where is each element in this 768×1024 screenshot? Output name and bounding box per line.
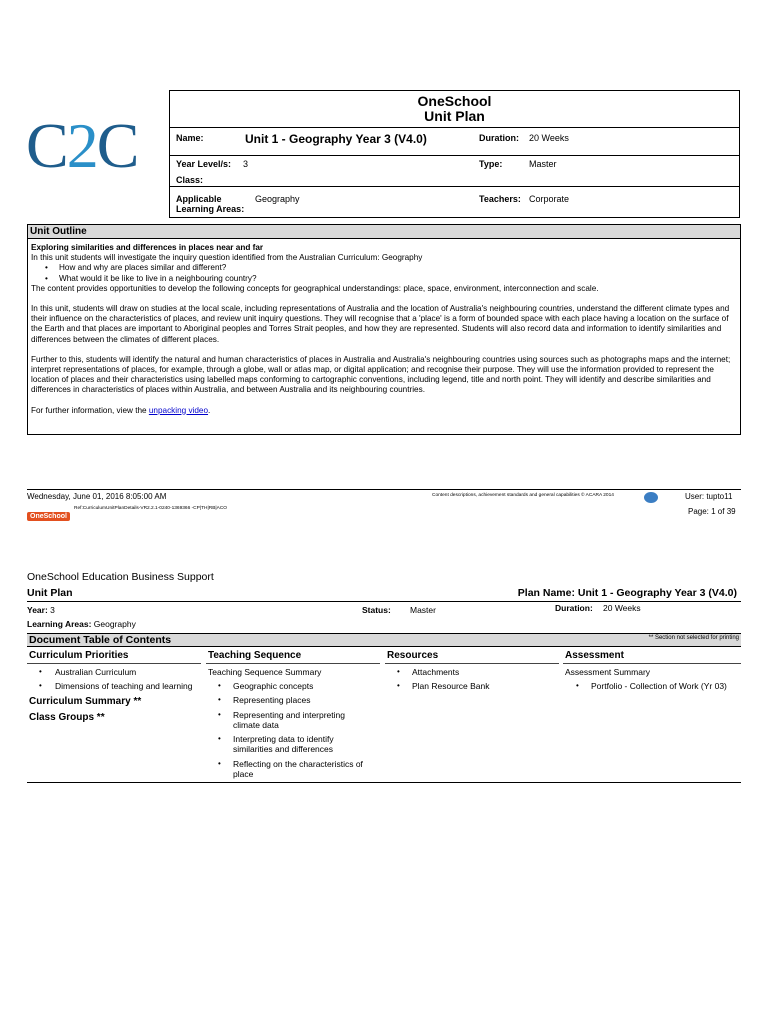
user-info: User: tupto11	[685, 492, 733, 501]
year-level-value: 3	[243, 159, 249, 169]
c2c-logo: C2C	[26, 110, 138, 181]
year-level-label: Year Level/s:	[176, 159, 232, 169]
org-name: OneSchool Education Business Support	[27, 571, 214, 583]
type-label: Type:	[479, 159, 503, 169]
class-groups-heading[interactable]: Class Groups **	[29, 712, 105, 723]
unit-plan-header	[169, 90, 740, 218]
teachers-label: Teachers:	[479, 194, 521, 204]
plan-name: Plan Name: Unit 1 - Geography Year 3 (V4.0)	[517, 587, 737, 599]
toc-link[interactable]: Geographic concepts	[233, 681, 314, 691]
outline-concepts: The content provides opportunities to develop the following concepts for geographical understandings: place, space, environment, interconnection and scale.	[31, 283, 599, 293]
toc-link[interactable]: Interpreting data to identify similarities and differences	[233, 734, 334, 754]
duration-label: Duration:	[479, 133, 519, 143]
further-info: For further information, view the unpacking video.	[31, 405, 211, 415]
unit-name: Unit 1 - Geography Year 3 (V4.0)	[245, 132, 427, 146]
toc-link[interactable]: Portfolio - Collection of Work (Yr 03)	[591, 681, 727, 691]
outline-intro: In this unit students will investigate the inquiry question identified from the Australian Curriculum: Geography	[31, 253, 423, 263]
areas-value: Geography	[255, 194, 300, 204]
unit-plan-label: Unit Plan	[27, 587, 73, 599]
teachers-value: Corporate	[529, 194, 570, 204]
outline-paragraph-2: In this unit, students will draw on studies at the local scale, including representations of Australia and the location of Australia's neighbouring countries, understand the different climate types and their influence on the characteristics of places, and review unit inquiry questions. They will recognise that a 'place' is a form of bounded space with each place having a location on the surface of the Earth and that places are important to Aboriginal peoples and Torres Strait peoples, and how they are represented. Students will also record data and information to identify similarities and differences between the climates of different places.	[31, 304, 730, 344]
toc-link[interactable]: Plan Resource Bank	[412, 681, 490, 691]
toc-link[interactable]: Assessment Summary	[565, 667, 651, 677]
unit-outline-heading: Unit Outline	[28, 225, 740, 239]
class-label: Class:	[176, 175, 204, 185]
curriculum-summary-heading[interactable]: Curriculum Summary **	[29, 696, 142, 707]
toc-link[interactable]: Representing and interpreting climate data	[233, 710, 345, 730]
p2-duration-label: Duration:	[555, 603, 593, 613]
toc-link[interactable]: Reflecting on the characteristics of place	[233, 759, 363, 779]
unit-outline-section	[27, 224, 741, 435]
outline-paragraph-3: Further to this, students will identify the natural and human characteristics of places in Australia and Australia's neighbouring countries using sources such as photographs maps and the internet; interpret representations of places, for example, through a globe, wall or atlas map, or digital application; and recognise their purpose. They will use the information provided to represent the location of places and their characteristics using labelled maps conforming to cartographic conventions, including legend, title and north point. They will identify and describe similarities and differences in characteristics of places within Australia, and between Australia and its neighbouring countries.	[31, 354, 731, 395]
acara-logo-icon	[644, 492, 658, 503]
toc-link[interactable]: Representing places	[233, 695, 311, 705]
toc-title: Document Table of Contents	[29, 634, 172, 646]
p2-learning-areas: Learning Areas: Geography	[27, 619, 136, 629]
page-number: Page: 1 of 39	[688, 507, 736, 516]
areas-label-1: Applicable	[176, 194, 222, 204]
p2-year: Year: 3	[27, 605, 55, 615]
toc-link[interactable]: Teaching Sequence Summary	[208, 667, 322, 677]
name-label: Name:	[176, 133, 204, 143]
oneschool-badge: OneSchool	[27, 505, 70, 523]
type-value: Master	[529, 159, 557, 169]
toc-link[interactable]: Australian Curriculum	[55, 667, 137, 677]
curriculum-priorities-heading[interactable]: Curriculum Priorities	[29, 650, 129, 661]
header-title: OneSchool Unit Plan	[417, 93, 492, 124]
p2-status-value: Master	[410, 605, 436, 615]
p2-duration-value: 20 Weeks	[603, 603, 641, 613]
resources-heading[interactable]: Resources	[387, 650, 439, 661]
list-item: • What would it be like to live in a neighbouring country?	[59, 274, 737, 284]
toc-link[interactable]: Dimensions of teaching and learning	[55, 681, 193, 691]
toc-link[interactable]: Attachments	[412, 667, 460, 677]
outline-subheading: Exploring similarities and differences in places near and far	[31, 243, 264, 252]
assessment-heading[interactable]: Assessment	[565, 650, 624, 661]
outline-questions	[31, 263, 737, 283]
copyright-notice: Content descriptions, achievement standards and general capabilities © ACARA 2014	[432, 493, 614, 498]
list-item: • How and why are places similar and different?	[59, 263, 737, 273]
unpacking-video-link[interactable]: unpacking video	[148, 405, 209, 415]
duration-value: 20 Weeks	[529, 133, 569, 143]
teaching-sequence-heading[interactable]: Teaching Sequence	[208, 650, 302, 661]
areas-label-2: Learning Areas:	[176, 204, 245, 214]
reference-code: Ref:CurriculumUnitPlanDetails-VR2.2.1-0240-1369366 -CP|TH|RB|ACO	[74, 506, 228, 511]
p2-status-label: Status:	[362, 605, 391, 615]
print-datetime: Wednesday, June 01, 2016 8:05:00 AM	[27, 492, 167, 501]
toc-note: ** Section not selected for printing	[648, 635, 739, 641]
